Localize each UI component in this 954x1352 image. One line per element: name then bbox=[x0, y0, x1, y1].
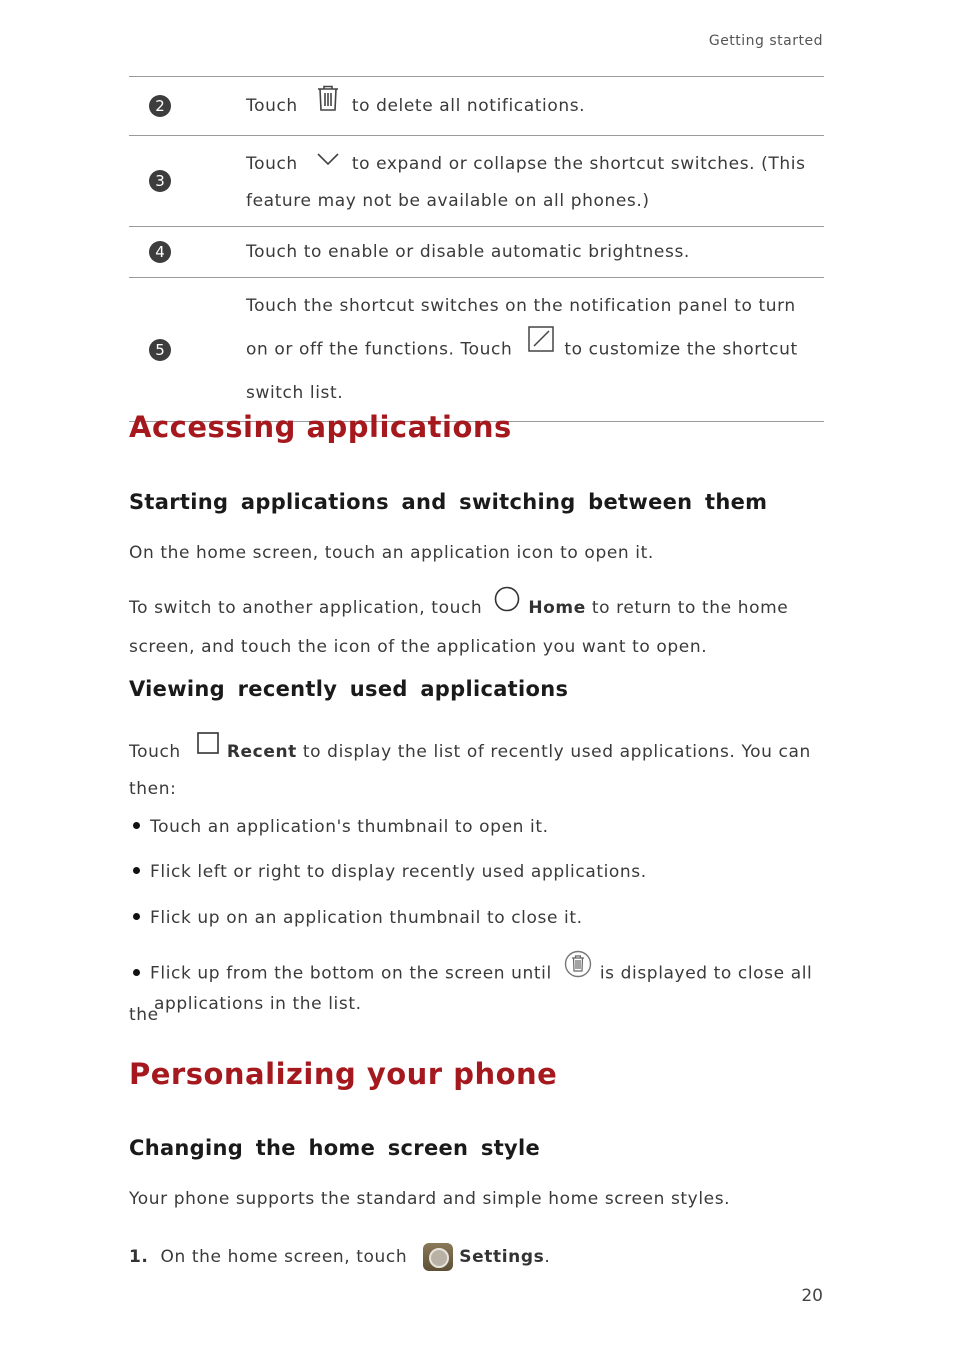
edit-icon bbox=[528, 326, 554, 367]
bullet bbox=[133, 913, 140, 920]
callout-number: 3 bbox=[149, 170, 171, 192]
notification-panel-table bbox=[129, 76, 824, 422]
recent-square-icon bbox=[197, 732, 219, 766]
list-item: Flick up from the bottom on the screen until is displayed to close all the bbox=[129, 950, 824, 1033]
list-item-continuation: applications in the list. bbox=[154, 994, 362, 1014]
paragraph: Your phone supports the standard and simple home screen styles. bbox=[129, 1189, 731, 1209]
list-item: Flick up on an application thumbnail to close it. bbox=[129, 900, 824, 936]
chevron-down-icon bbox=[316, 144, 340, 178]
callout-number: 4 bbox=[149, 241, 171, 263]
subheading-changing: Changing the home screen style bbox=[129, 1136, 541, 1160]
paragraph-switch-apps: To switch to another application, touch Home to return to the home screen, and touch the icon of the application you want to open. bbox=[129, 586, 824, 664]
callout-number: 5 bbox=[149, 339, 171, 361]
table-row: 2 Touch to delete all notifications. bbox=[129, 77, 824, 136]
settings-gear-icon bbox=[423, 1243, 453, 1271]
paragraph-recent: Touch Recent to display the list of recently used applications. You can then: bbox=[129, 732, 824, 806]
bullet bbox=[133, 822, 140, 829]
table-row: 4 Touch to enable or disable automatic brightness. bbox=[129, 227, 824, 278]
step-item: 1. On the home screen, touch Settings. bbox=[129, 1240, 824, 1274]
bullet bbox=[133, 969, 140, 976]
paragraph: On the home screen, touch an application icon to open it. bbox=[129, 543, 654, 563]
section-title-accessing: Accessing applications bbox=[129, 410, 512, 444]
page-number: 20 bbox=[801, 1286, 823, 1306]
callout-number: 2 bbox=[149, 95, 171, 117]
section-title-personalizing: Personalizing your phone bbox=[129, 1057, 558, 1091]
home-circle-icon bbox=[494, 586, 520, 624]
subheading-viewing: Viewing recently used applications bbox=[129, 677, 569, 701]
trash-icon bbox=[316, 85, 340, 123]
subheading-starting: Starting applications and switching between them bbox=[129, 490, 768, 514]
clear-all-trash-icon bbox=[564, 950, 592, 991]
table-row: 3 Touch to expand or collapse the shortcut switches. (This feature may not be available on all phones.) bbox=[129, 136, 824, 227]
list-item: Touch an application's thumbnail to open it. bbox=[129, 809, 824, 845]
running-header: Getting started bbox=[708, 33, 823, 49]
table-row: 5 Touch the shortcut switches on the notification panel to turn on or off the functions. Touch to customize the shortcut switch list. bbox=[129, 278, 824, 422]
bullet bbox=[133, 867, 140, 874]
list-item: Flick left or right to display recently used applications. bbox=[129, 854, 824, 890]
